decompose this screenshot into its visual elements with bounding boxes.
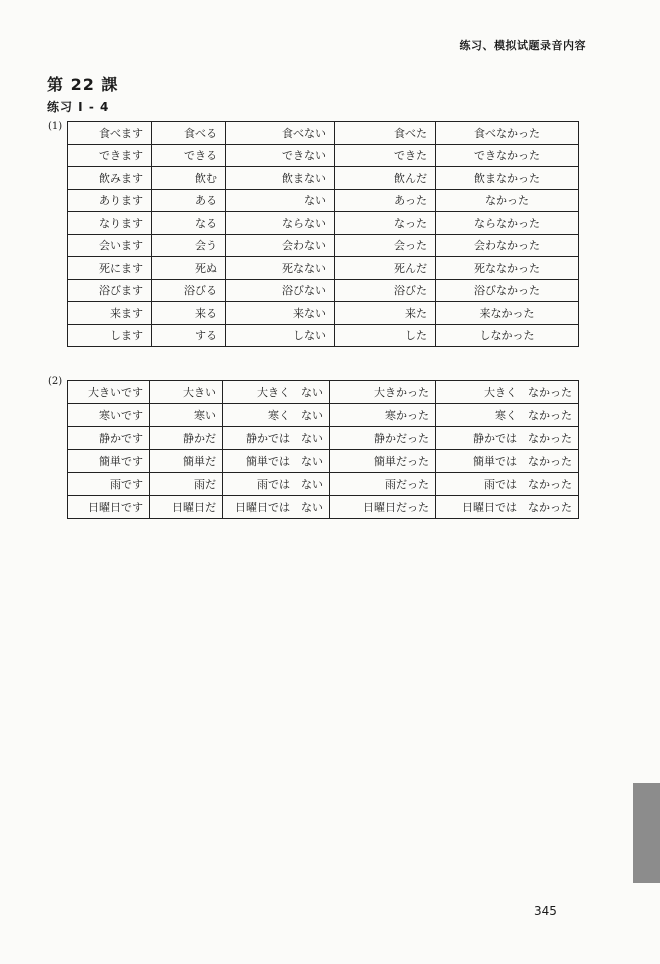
table-cell: 来ます (68, 302, 152, 325)
table-cell: 静かだ (150, 427, 223, 450)
table-row (68, 144, 579, 167)
table-row (68, 122, 579, 145)
table-row (68, 234, 579, 257)
table-row (68, 473, 579, 496)
table-cell: 寒く なかった (436, 404, 579, 427)
table-cell: 飲む (152, 167, 226, 190)
table-cell: 静かです (68, 427, 150, 450)
table-cell: ない (226, 189, 335, 212)
table-cell: 日曜日だった (330, 496, 436, 519)
section-2-label: (2) (48, 376, 63, 387)
table-cell: 死ななかった (436, 257, 579, 280)
table-cell: 静かだった (330, 427, 436, 450)
table-cell: 浴びなかった (436, 279, 579, 302)
table-cell: ならない (226, 212, 335, 235)
table-row (68, 496, 579, 519)
table-cell: 浴びます (68, 279, 152, 302)
table-cell: なる (152, 212, 226, 235)
table-cell: 日曜日では ない (223, 496, 330, 519)
page-number: 345 (534, 904, 557, 918)
table-cell: 飲まない (226, 167, 335, 190)
table-cell: 雨では ない (223, 473, 330, 496)
table-cell: します (68, 324, 152, 347)
table-cell: 寒く ない (223, 404, 330, 427)
table-cell: 浴びた (335, 279, 436, 302)
table-row (68, 189, 579, 212)
table-cell: 大きく ない (223, 381, 330, 404)
table-cell: 雨だった (330, 473, 436, 496)
table-cell: 死んだ (335, 257, 436, 280)
table-cell: 寒いです (68, 404, 150, 427)
table-cell: 会わなかった (436, 234, 579, 257)
table-cell: 簡単では ない (223, 450, 330, 473)
table-cell: なかった (436, 189, 579, 212)
table-row (68, 212, 579, 235)
table-cell: できます (68, 144, 152, 167)
table-cell: 死にます (68, 257, 152, 280)
conjugation-table-adjectives (67, 380, 579, 519)
table-cell: 大きかった (330, 381, 436, 404)
table-cell: 簡単では なかった (436, 450, 579, 473)
table-row (68, 167, 579, 190)
chapter-side-tab (633, 783, 660, 883)
table-cell: 会います (68, 234, 152, 257)
table-cell: 日曜日です (68, 496, 150, 519)
table-cell: 会う (152, 234, 226, 257)
table-cell: 食べなかった (436, 122, 579, 145)
table-cell: あった (335, 189, 436, 212)
table-cell: 大きく なかった (436, 381, 579, 404)
exercise-title: 练习 I - 4 (47, 100, 110, 114)
table-cell: 会った (335, 234, 436, 257)
table-cell: 飲んだ (335, 167, 436, 190)
table-row (68, 404, 579, 427)
table-cell: 浴びる (152, 279, 226, 302)
table-cell: する (152, 324, 226, 347)
table-cell: できない (226, 144, 335, 167)
lesson-title: 第 22 課 (47, 75, 119, 94)
table-cell: 食べる (152, 122, 226, 145)
table-cell: 寒かった (330, 404, 436, 427)
table-cell: できる (152, 144, 226, 167)
table-cell: 静かでは なかった (436, 427, 579, 450)
table-cell: できた (335, 144, 436, 167)
table-cell: できなかった (436, 144, 579, 167)
table-row (68, 279, 579, 302)
table-cell: 雨では なかった (436, 473, 579, 496)
table-row (68, 381, 579, 404)
table-cell: 死なない (226, 257, 335, 280)
table-cell: 簡単です (68, 450, 150, 473)
conjugation-table-verbs (67, 121, 579, 347)
table-cell: 食べた (335, 122, 436, 145)
table-cell: ある (152, 189, 226, 212)
table-cell: 食べない (226, 122, 335, 145)
table-row (68, 302, 579, 325)
running-header: 练习、模拟试题录音内容 (459, 39, 586, 52)
table-cell: 飲みます (68, 167, 152, 190)
table-cell: 日曜日だ (150, 496, 223, 519)
section-1-label: (1) (48, 121, 63, 132)
table-cell: 雨だ (150, 473, 223, 496)
table-cell: 大きいです (68, 381, 150, 404)
table-cell: なります (68, 212, 152, 235)
table-cell: 雨です (68, 473, 150, 496)
table-cell: ならなかった (436, 212, 579, 235)
table-row (68, 427, 579, 450)
table-cell: 日曜日では なかった (436, 496, 579, 519)
table-cell: 来る (152, 302, 226, 325)
table-cell: 会わない (226, 234, 335, 257)
table-row (68, 450, 579, 473)
table-cell: 浴びない (226, 279, 335, 302)
table-cell: 静かでは ない (223, 427, 330, 450)
table-cell: あります (68, 189, 152, 212)
table-cell: 飲まなかった (436, 167, 579, 190)
table-cell: 食べます (68, 122, 152, 145)
table-cell: 寒い (150, 404, 223, 427)
table-cell: 大きい (150, 381, 223, 404)
table-cell: 来た (335, 302, 436, 325)
table-cell: 来ない (226, 302, 335, 325)
table-cell: しない (226, 324, 335, 347)
table-cell: 死ぬ (152, 257, 226, 280)
table-cell: 簡単だった (330, 450, 436, 473)
table-cell: なった (335, 212, 436, 235)
table-row (68, 324, 579, 347)
table-row (68, 257, 579, 280)
table-cell: 簡単だ (150, 450, 223, 473)
table-cell: 来なかった (436, 302, 579, 325)
table-cell: した (335, 324, 436, 347)
table-cell: しなかった (436, 324, 579, 347)
